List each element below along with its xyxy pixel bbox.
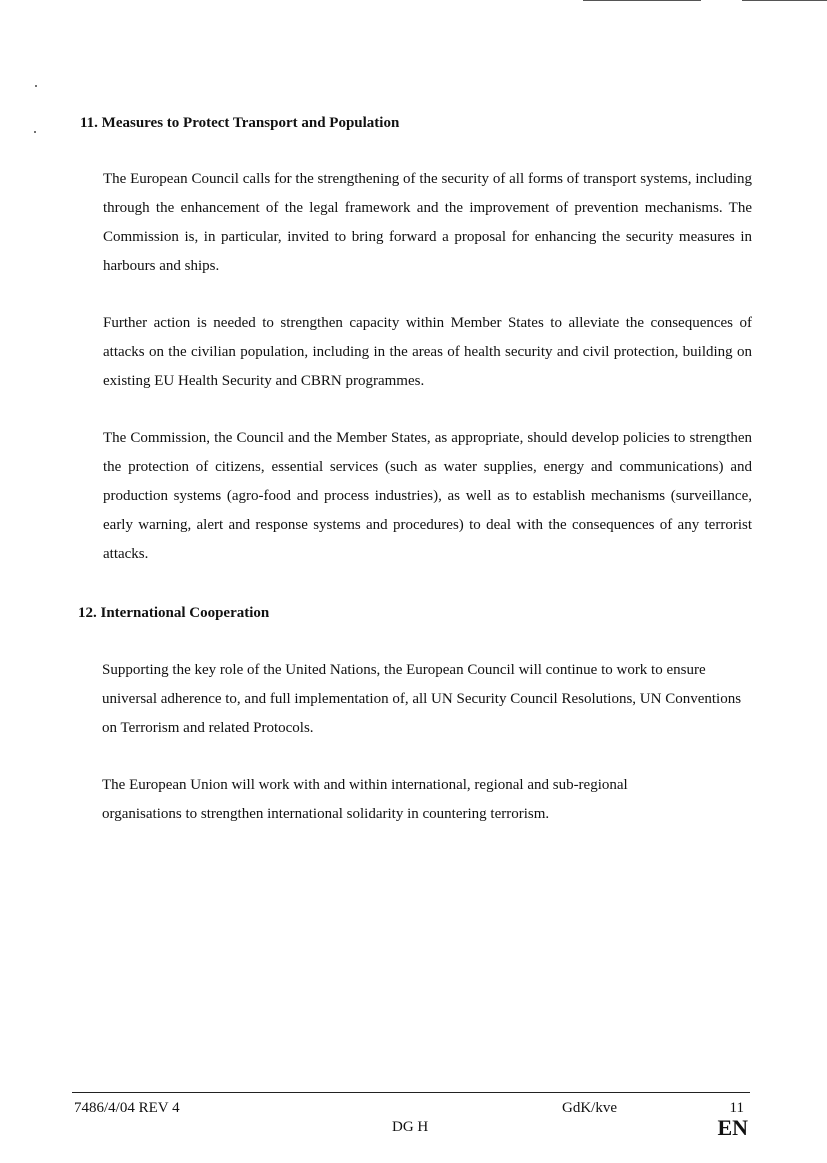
language-code: EN (717, 1115, 748, 1140)
directorate-label: DG H (392, 1119, 429, 1135)
page-number: 11 (729, 1100, 744, 1116)
section-11-paragraph-3: The Commission, the Council and the Member States, as appropriate, should develop policies to strengthen the protection of citizens, essential services (such as water supplies, energy and communications) and production systems (agro-food and process industries), as well as to establish mechanisms (surveillance, early warning, alert and response systems and procedures) to deal with the consequences of any terrorist attacks. (103, 430, 752, 562)
document-reference: 7486/4/04 REV 4 (74, 1100, 180, 1116)
section-12-paragraph-1: Supporting the key role of the United Nations, the European Council will continue to work to ensure universal adherence to, and full implementation of, all UN Security Council Resolutions, UN Conventions on Terrorism and related Protocols. (102, 662, 742, 736)
section-11-paragraph-2: Further action is needed to strengthen capacity within Member States to alleviate the consequences of attacks on the civilian population, including in the areas of health security and civil protection, building on existing EU Health Security and CBRN programmes. (103, 315, 752, 389)
section-11-heading: 11. Measures to Protect Transport and Population (80, 115, 400, 131)
top-scan-rule (742, 0, 827, 1)
scan-speck (34, 131, 36, 133)
section-12-heading: 12. International Cooperation (78, 605, 270, 621)
footer-divider (72, 1092, 750, 1093)
section-11-paragraph-1: The European Council calls for the strengthening of the security of all forms of transport systems, including through the enhancement of the legal framework and the improvement of prevention mechanisms. The Commission is, in particular, invited to bring forward a proposal for enhancing the security measures in harbours and ships. (103, 171, 752, 274)
author-initials: GdK/kve (562, 1100, 617, 1116)
top-scan-rule (583, 0, 701, 1)
scan-speck (35, 85, 37, 87)
section-12-paragraph-2: The European Union will work with and within international, regional and sub-regional organisations to strengthen international solidarity in countering terrorism. (102, 777, 628, 822)
